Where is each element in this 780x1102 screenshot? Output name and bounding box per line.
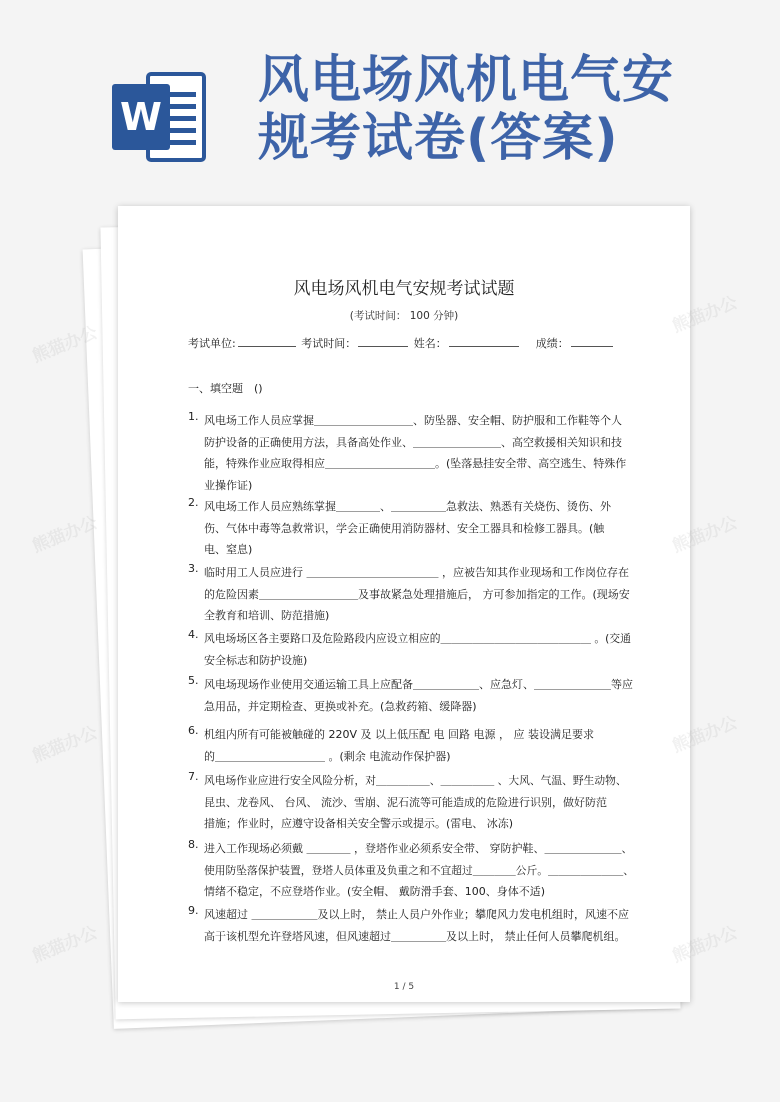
question-line: 电、窒息) (204, 543, 253, 556)
question-number: 6. (188, 724, 199, 737)
name-label: 姓名： (413, 337, 447, 350)
score-label: 成绩： (535, 337, 569, 350)
question-line: 风电场现场作业使用交通运输工具上应配备＿＿＿＿＿＿、应急灯、＿＿＿＿＿＿＿等应 (204, 678, 633, 691)
question-item (188, 410, 634, 496)
watermark: 熊猫办公 (29, 722, 101, 767)
watermark: 熊猫办公 (29, 512, 101, 557)
question-text (204, 496, 634, 561)
exam-duration: (考试时间： 100 分钟) (349, 310, 459, 322)
question-line: 防护设备的正确使用方法，具备高处作业、＿＿＿＿＿＿＿＿、高空救援相关知识和技 (204, 435, 622, 449)
question-text (204, 410, 634, 496)
question-item (188, 770, 634, 835)
score-blank (571, 335, 613, 347)
question-line: 的＿＿＿＿＿＿＿＿＿＿ 。(剩余 电流动作保护器) (204, 749, 451, 763)
question-line: 风电场工作人员应熟练掌握＿＿＿＿、＿＿＿＿＿急救法、熟悉有关烧伤、烫伤、外 (204, 500, 611, 513)
section-heading: 一、填空题 () (188, 382, 263, 395)
svg-text:W: W (120, 95, 162, 139)
question-number: 3. (188, 562, 199, 575)
question-item (188, 628, 634, 671)
question-text (204, 674, 634, 717)
banner-title-line1: 风电场风机电气安 (258, 51, 675, 110)
banner-title (258, 52, 758, 168)
time-label: 考试时间： (301, 337, 357, 350)
question-text (204, 628, 634, 671)
question-line: 能，特殊作业应取得相应＿＿＿＿＿＿＿＿＿＿。(坠落悬挂安全带、高空逃生、特殊作 (204, 457, 627, 470)
watermark: 熊猫办公 (29, 922, 101, 967)
banner-title-line2: 规考试卷(答案) (258, 109, 619, 168)
time-blank (358, 335, 408, 347)
question-line: 高于该机型允许登塔风速，但风速超过＿＿＿＿＿及以上时， 禁止任何人员攀爬机组。 (204, 929, 626, 943)
question-line: 全教育和培训、防范措施) (204, 609, 330, 622)
question-item (188, 724, 634, 767)
question-text (204, 562, 634, 627)
question-line: 风速超过 ＿＿＿＿＿＿及以上时， 禁止人员户外作业；攀爬风力发电机组时，风速不应 (204, 908, 629, 921)
watermark: 熊猫办公 (669, 712, 741, 757)
question-line: 业操作证) (204, 478, 253, 492)
question-item (188, 838, 634, 903)
question-item (188, 674, 634, 717)
question-line: 措施；作业时，应遵守设备相关安全警示或提示。(雷电、 冰冻) (204, 817, 514, 830)
question-line: 风电场作业应进行安全风险分析，对＿＿＿＿＿、＿＿＿＿＿ 、大风、气温、野生动物、 (204, 774, 627, 787)
question-line: 急用品，并定期检查、更换或补充。(急救药箱、缓降器) (204, 699, 477, 713)
question-item (188, 496, 634, 561)
question-line: 进入工作现场必须戴 ＿＿＿＿ ，登塔作业必须系安全带、 穿防护鞋、＿＿＿＿＿＿＿、 (204, 842, 633, 855)
question-line: 机组内所有可能被触碰的 220V 及 以上低压配 电 回路 电源 ， 应 装设满足要求 (204, 728, 594, 741)
question-text (204, 724, 634, 767)
question-line: 的危险因素＿＿＿＿＿＿＿＿＿及事故紧急处理措施后， 方可参加指定的工作。(现场安 (204, 587, 630, 601)
document-title: 风电场风机电气安规考试试题 (293, 279, 515, 299)
watermark: 熊猫办公 (669, 512, 741, 557)
question-number: 4. (188, 628, 199, 641)
question-item (188, 562, 634, 627)
watermark: 熊猫办公 (669, 292, 741, 337)
unit-label: 考试单位: (188, 337, 236, 350)
exam-info-line (188, 335, 615, 351)
question-text (204, 770, 634, 835)
question-line: 风电场场区各主要路口及危险路段内应设立相应的＿＿＿＿＿＿＿＿＿＿＿＿＿＿ 。(交通 (204, 632, 631, 645)
document-page (118, 206, 690, 1002)
question-line: 风电场工作人员应掌握＿＿＿＿＿＿＿＿＿、防坠器、安全帽、防护服和工作鞋等个人 (204, 414, 622, 427)
question-line: 安全标志和防护设施) (204, 653, 308, 667)
question-text (204, 904, 634, 947)
question-number: 7. (188, 770, 199, 783)
question-item (188, 904, 634, 947)
name-blank (449, 335, 519, 347)
watermark: 熊猫办公 (29, 322, 101, 367)
question-line: 昆虫、龙卷风、 台风、 流沙、雪崩、泥石流等可能造成的危险进行识别，做好防范 (204, 795, 607, 809)
question-line: 情绪不稳定，不应登塔作业。(安全帽、 戴防滑手套、100、身体不适) (204, 885, 546, 898)
question-number: 9. (188, 904, 199, 917)
question-number: 2. (188, 496, 199, 509)
question-text (204, 838, 634, 903)
question-line: 临时用工人员应进行 ＿＿＿＿＿＿＿＿＿＿＿＿ ，应被告知其作业现场和工作岗位存在 (204, 566, 629, 579)
question-number: 1. (188, 410, 199, 423)
question-number: 8. (188, 838, 199, 851)
page-number: 1 / 5 (393, 982, 415, 992)
question-line: 使用防坠落保护装置，登塔人员体重及负重之和不宜超过＿＿＿＿公斤。＿＿＿＿＿＿＿、 (204, 863, 635, 877)
watermark: 熊猫办公 (669, 922, 741, 967)
question-line: 伤、气体中毒等急救常识，学会正确使用消防器材、安全工器具和检修工器具。(触 (204, 521, 605, 535)
unit-blank (238, 335, 296, 347)
question-number: 5. (188, 674, 199, 687)
word-document-icon (110, 68, 208, 166)
